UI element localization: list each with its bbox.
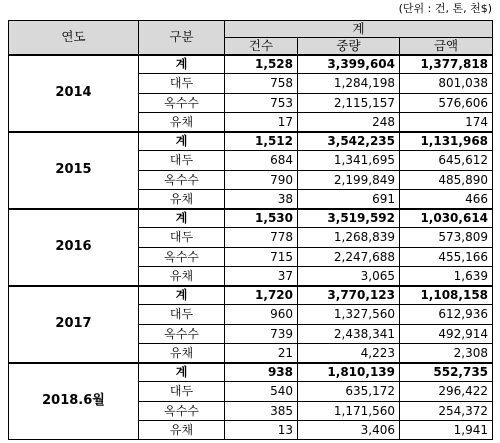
count-cell: 17 — [225, 112, 298, 131]
weight-cell: 3,399,604 — [298, 55, 400, 74]
import-stats-table — [8, 20, 493, 440]
count-cell: 684 — [225, 151, 298, 170]
weight-cell: 3,065 — [298, 266, 400, 285]
weight-cell: 3,406 — [298, 420, 400, 439]
header-total-group: 계 — [225, 21, 493, 38]
amount-cell: 612,936 — [400, 305, 493, 324]
category-cell: 대두 — [139, 74, 225, 93]
category-cell: 옥수수 — [139, 324, 225, 343]
category-cell: 대두 — [139, 382, 225, 401]
weight-cell: 2,438,341 — [298, 324, 400, 343]
count-cell: 385 — [225, 401, 298, 420]
year-cell: 2015 — [9, 132, 139, 209]
year-cell: 2017 — [9, 286, 139, 363]
category-cell: 대두 — [139, 305, 225, 324]
weight-cell: 1,171,560 — [298, 401, 400, 420]
year-cell: 2014 — [9, 55, 139, 132]
table-body — [9, 55, 493, 440]
count-cell: 739 — [225, 324, 298, 343]
category-cell: 옥수수 — [139, 401, 225, 420]
amount-cell: 254,372 — [400, 401, 493, 420]
weight-cell: 691 — [298, 189, 400, 208]
count-cell: 38 — [225, 189, 298, 208]
amount-cell: 1,639 — [400, 266, 493, 285]
amount-cell: 485,890 — [400, 170, 493, 189]
count-cell: 13 — [225, 420, 298, 439]
table-row — [9, 132, 493, 151]
amount-cell: 455,166 — [400, 247, 493, 266]
amount-cell: 1,377,818 — [400, 55, 493, 74]
amount-cell: 174 — [400, 112, 493, 131]
table-row — [9, 55, 493, 74]
count-cell: 37 — [225, 266, 298, 285]
category-cell: 계 — [139, 286, 225, 305]
category-cell: 옥수수 — [139, 170, 225, 189]
weight-cell: 1,327,560 — [298, 305, 400, 324]
header-amount: 금액 — [400, 38, 493, 55]
category-cell: 유채 — [139, 343, 225, 362]
count-cell: 938 — [225, 363, 298, 382]
weight-cell: 1,284,198 — [298, 74, 400, 93]
header-count: 건수 — [225, 38, 298, 55]
weight-cell: 2,199,849 — [298, 170, 400, 189]
category-cell: 유채 — [139, 266, 225, 285]
amount-cell: 552,735 — [400, 363, 493, 382]
count-cell: 758 — [225, 74, 298, 93]
weight-cell: 1,268,839 — [298, 228, 400, 247]
count-cell: 1,512 — [225, 132, 298, 151]
count-cell: 1,528 — [225, 55, 298, 74]
weight-cell: 3,542,235 — [298, 132, 400, 151]
amount-cell: 573,809 — [400, 228, 493, 247]
weight-cell: 248 — [298, 112, 400, 131]
header-year: 연도 — [9, 21, 139, 55]
category-cell: 계 — [139, 363, 225, 382]
header-category: 구분 — [139, 21, 225, 55]
count-cell: 540 — [225, 382, 298, 401]
category-cell: 계 — [139, 55, 225, 74]
category-cell: 대두 — [139, 151, 225, 170]
category-cell: 계 — [139, 132, 225, 151]
category-cell: 유채 — [139, 189, 225, 208]
category-cell: 유채 — [139, 420, 225, 439]
amount-cell: 576,606 — [400, 93, 493, 112]
count-cell: 960 — [225, 305, 298, 324]
amount-cell: 1,941 — [400, 420, 493, 439]
weight-cell: 1,810,139 — [298, 363, 400, 382]
weight-cell: 4,223 — [298, 343, 400, 362]
amount-cell: 801,038 — [400, 74, 493, 93]
weight-cell: 3,770,123 — [298, 286, 400, 305]
category-cell: 옥수수 — [139, 247, 225, 266]
header-weight: 중량 — [298, 38, 400, 55]
year-cell: 2016 — [9, 209, 139, 286]
amount-cell: 296,422 — [400, 382, 493, 401]
category-cell: 대두 — [139, 228, 225, 247]
amount-cell: 1,030,614 — [400, 209, 493, 228]
amount-cell: 1,108,158 — [400, 286, 493, 305]
amount-cell: 492,914 — [400, 324, 493, 343]
weight-cell: 1,341,695 — [298, 151, 400, 170]
count-cell: 790 — [225, 170, 298, 189]
category-cell: 계 — [139, 209, 225, 228]
count-cell: 1,720 — [225, 286, 298, 305]
table-row — [9, 363, 493, 382]
table-row — [9, 209, 493, 228]
unit-note: (단위 : 건, 톤, 천$) — [398, 2, 492, 15]
weight-cell: 2,115,157 — [298, 93, 400, 112]
count-cell: 778 — [225, 228, 298, 247]
count-cell: 753 — [225, 93, 298, 112]
category-cell: 유채 — [139, 112, 225, 131]
table-row — [9, 286, 493, 305]
amount-cell: 466 — [400, 189, 493, 208]
count-cell: 715 — [225, 247, 298, 266]
amount-cell: 1,131,968 — [400, 132, 493, 151]
weight-cell: 635,172 — [298, 382, 400, 401]
amount-cell: 2,308 — [400, 343, 493, 362]
category-cell: 옥수수 — [139, 93, 225, 112]
amount-cell: 645,612 — [400, 151, 493, 170]
weight-cell: 3,519,592 — [298, 209, 400, 228]
year-cell: 2018.6월 — [9, 363, 139, 440]
weight-cell: 2,247,688 — [298, 247, 400, 266]
count-cell: 21 — [225, 343, 298, 362]
count-cell: 1,530 — [225, 209, 298, 228]
